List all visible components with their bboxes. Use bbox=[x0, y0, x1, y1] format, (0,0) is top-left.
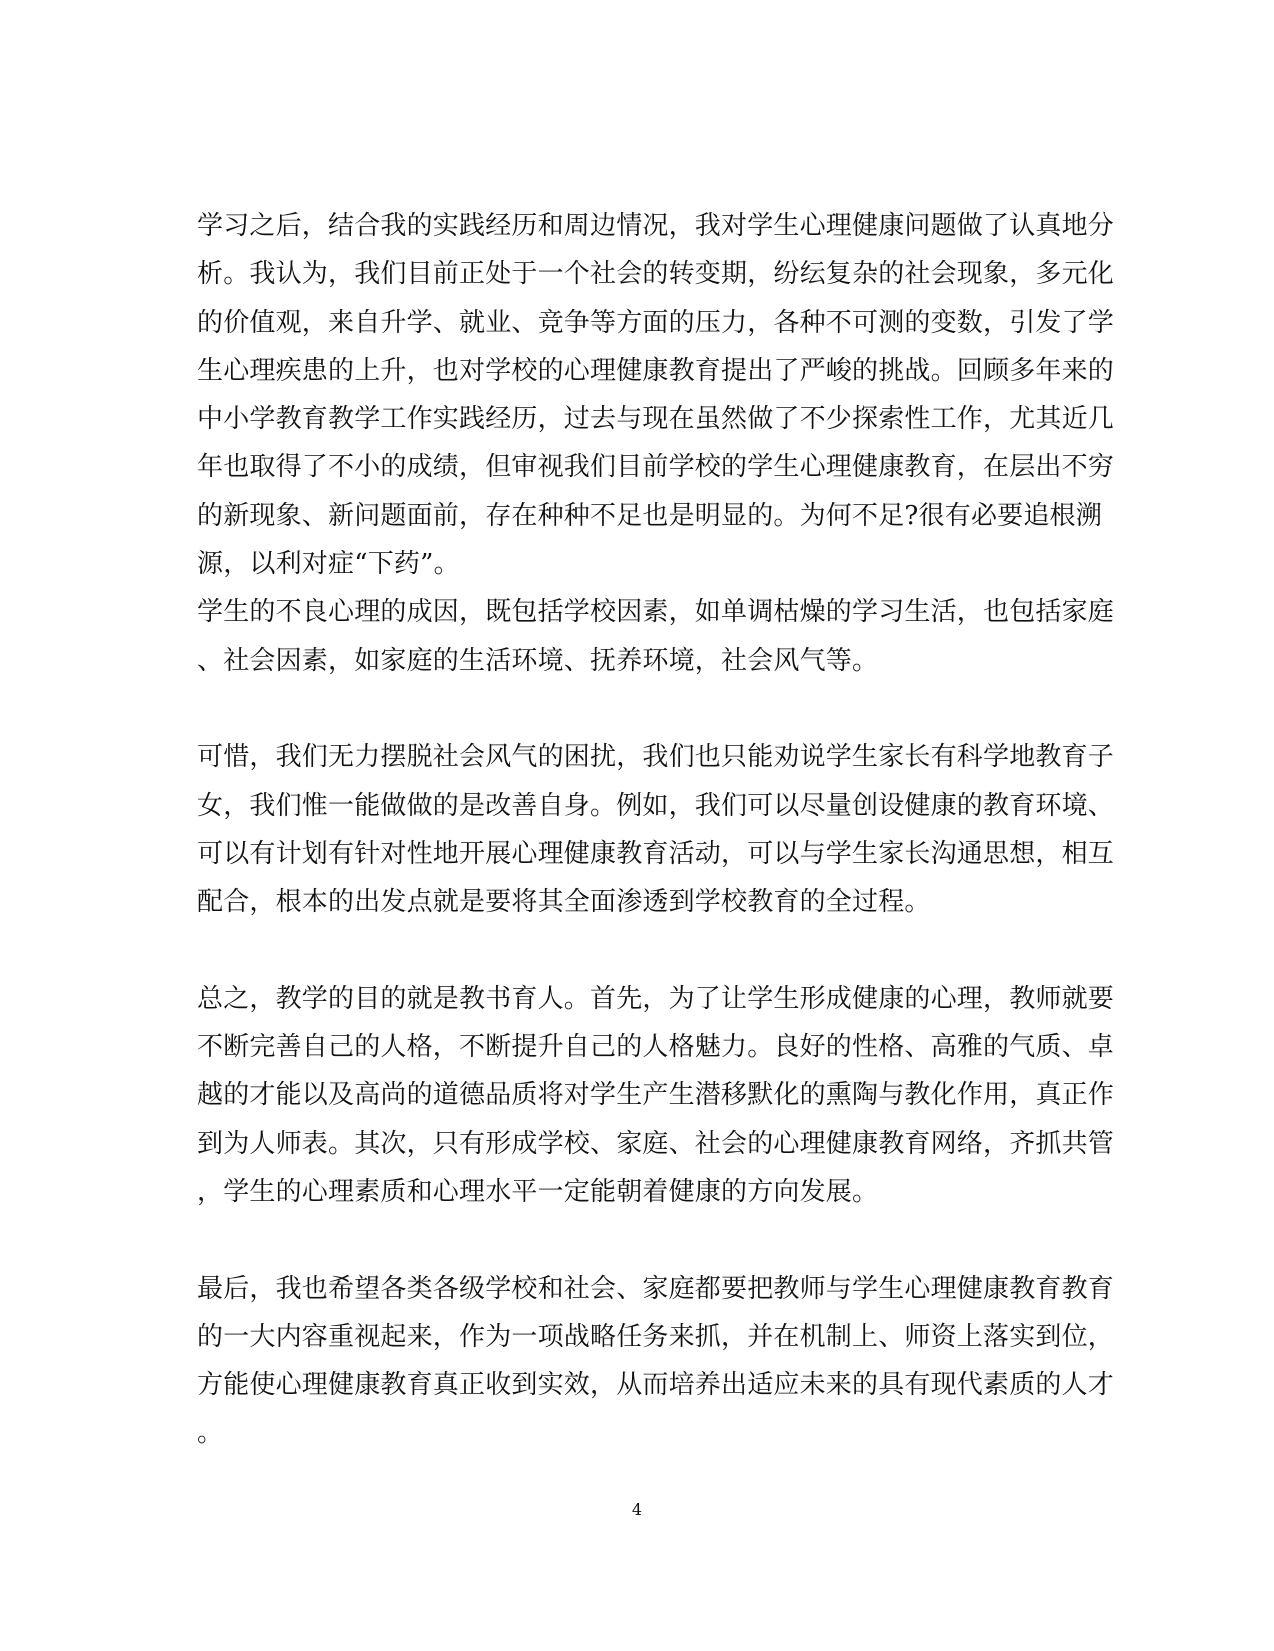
paragraph-causes bbox=[197, 588, 1115, 685]
document-body bbox=[197, 202, 1115, 1458]
text-line: 的新现象、新问题面前，存在种种不足也是明显的。为何不足?很有必要追根溯 bbox=[197, 500, 1102, 531]
text-line: 女，我们惟一能做做的是改善自身。例如，我们可以尽量创设健康的教育环境、 bbox=[197, 790, 1115, 821]
text-line: 学生的不良心理的成因，既包括学校因素，如单调枯燥的学习生活，也包括家庭 bbox=[197, 597, 1115, 628]
text-line: 到为人师表。其次，只有形成学校、家庭、社会的心理健康教育网络，齐抓共管 bbox=[197, 1128, 1115, 1159]
text-line: 、社会因素，如家庭的生活环境、抚养环境，社会风气等。 bbox=[197, 645, 879, 676]
paragraph-conclusion bbox=[197, 1265, 1115, 1458]
paragraph-spacer bbox=[197, 685, 1077, 733]
paragraph-self-improvement bbox=[197, 733, 1115, 926]
text-line: 中小学教育教学工作实践经历，过去与现在虽然做了不少探索性工作，尤其近几 bbox=[197, 404, 1115, 435]
text-line: 总之，教学的目的就是教书育人。首先，为了让学生形成健康的心理，教师就要 bbox=[197, 983, 1115, 1014]
text-line: 的一大内容重视起来，作为一项战略任务来抓，并在机制上、师资上落实到位， bbox=[197, 1321, 1115, 1352]
text-line: 源，以利对症“下药”。 bbox=[197, 549, 460, 580]
text-line: 不断完善自己的人格，不断提升自己的人格魅力。良好的性格、高雅的气质、卓 bbox=[197, 1032, 1115, 1063]
text-line: 学习之后，结合我的实践经历和周边情况，我对学生心理健康问题做了认真地分 bbox=[197, 211, 1115, 241]
text-line: 析。我认为，我们目前正处于一个社会的转变期，纷纭复杂的社会现象，多元化 bbox=[197, 259, 1115, 290]
paragraph-spacer bbox=[197, 926, 1077, 974]
text-line: 的价值观，来自升学、就业、竞争等方面的压力，各种不可测的变数，引发了学 bbox=[197, 307, 1115, 338]
paragraph-spacer bbox=[197, 1216, 1077, 1264]
text-line: 年也取得了不小的成绩，但审视我们目前学校的学生心理健康教育，在层出不穷 bbox=[197, 452, 1115, 483]
paragraph-summary bbox=[197, 975, 1115, 1216]
text-line: 方能使心理健康教育真正收到实效，从而培养出适应未来的具有现代素质的人才 bbox=[197, 1370, 1115, 1401]
text-line: 可惜，我们无力摆脱社会风气的困扰，我们也只能劝说学生家长有科学地教育子 bbox=[197, 742, 1115, 773]
text-line: 生心理疾患的上升，也对学校的心理健康教育提出了严峻的挑战。回顾多年来的 bbox=[197, 355, 1115, 386]
text-line: 配合，根本的出发点就是要将其全面渗透到学校教育的全过程。 bbox=[197, 887, 931, 918]
text-line: 。 bbox=[197, 1418, 224, 1449]
paragraph-study-analysis bbox=[197, 202, 1115, 588]
text-line: 可以有计划有针对性地开展心理健康教育活动，可以与学生家长沟通思想，相互 bbox=[197, 838, 1115, 869]
text-line: 最后，我也希望各类各级学校和社会、家庭都要把教师与学生心理健康教育教育 bbox=[197, 1273, 1115, 1304]
text-line: ，学生的心理素质和心理水平一定能朝着健康的方向发展。 bbox=[197, 1176, 879, 1207]
page-number: 4 bbox=[631, 1500, 643, 1519]
text-line: 越的才能以及高尚的道德品质将对学生产生潜移默化的熏陶与教化作用，真正作 bbox=[197, 1080, 1115, 1111]
